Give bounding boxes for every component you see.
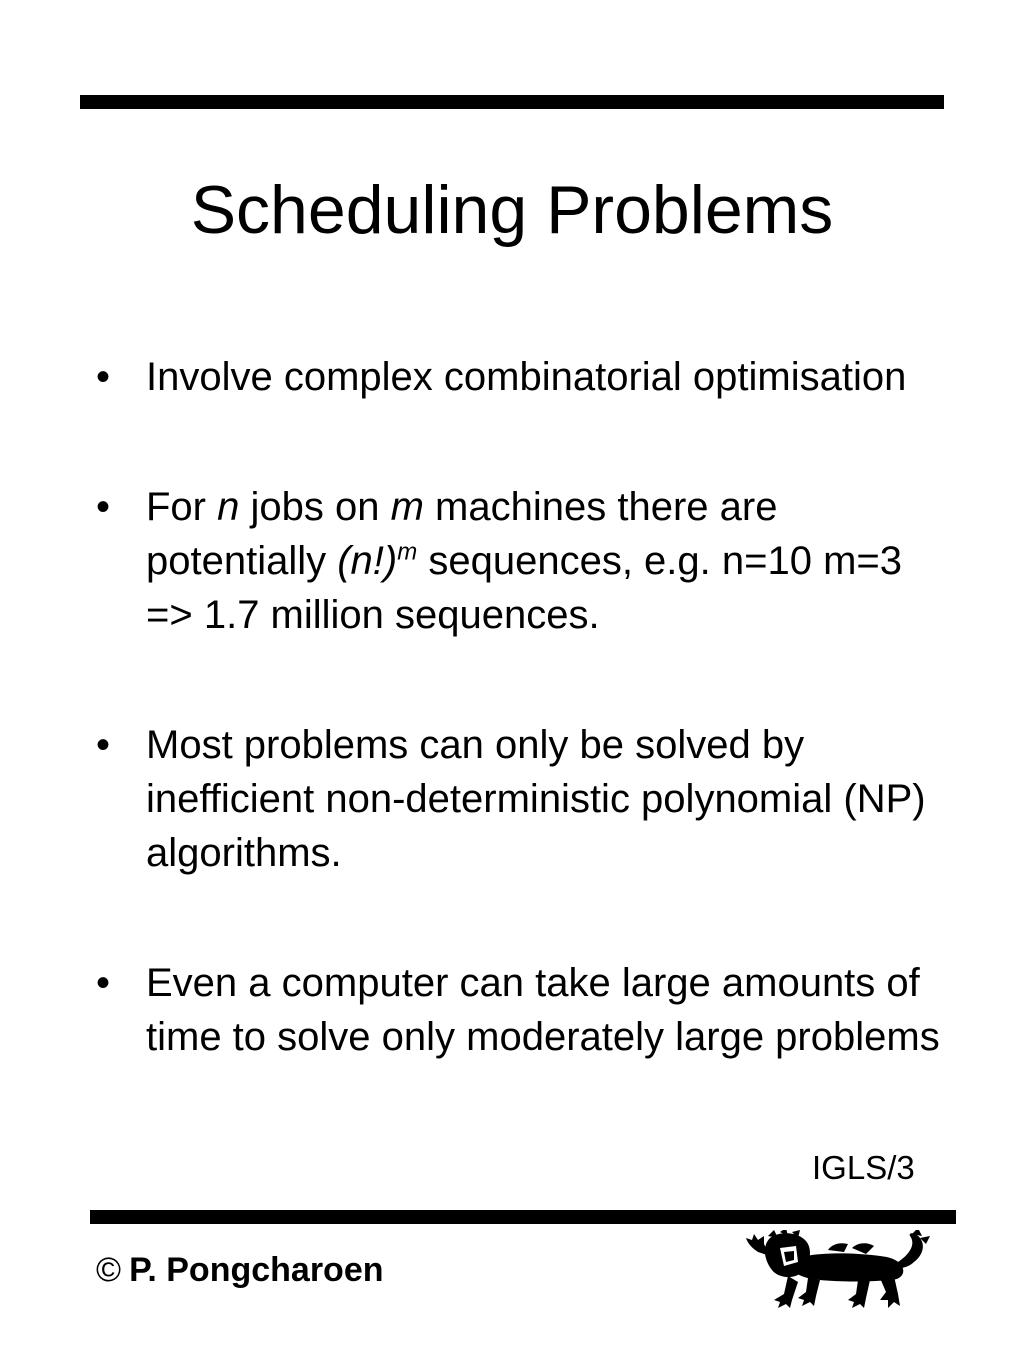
bullet-item-3 [96,718,956,880]
bullet-mark: • [96,723,111,767]
exponent-m: m [397,538,418,566]
bullet-mark: • [96,355,111,399]
bullet-item-1 [96,350,956,404]
heraldic-lion-icon [740,1230,936,1310]
bullet-item-4 [96,956,956,1064]
top-rule [80,95,944,109]
bottom-rule [90,1210,956,1224]
bullet-text [146,485,902,637]
bullet-mark: • [96,961,111,1005]
text-run: sequences, e.g. n=10 m=3 => 1.7 million sequences. [146,539,903,637]
bullet-text: Even a computer can take large amounts of time to solve only moderately large problems [146,961,940,1059]
bullet-mark: • [96,485,111,529]
variable-n: n [217,485,240,529]
bullet-text: Involve complex combinatorial optimisation [146,355,907,399]
text-run: For [146,485,218,529]
bullet-item-2 [96,480,956,642]
author-name: P. Pongcharoen [129,1251,384,1289]
text-run: machines there are potentially [146,485,778,583]
footer-author [96,1250,384,1290]
n-factorial: (n!) [337,539,398,583]
variable-m: m [390,485,424,529]
slide-title: Scheduling Problems [190,172,834,248]
slide-reference: IGLS/3 [812,1149,915,1186]
copyright-symbol: © [96,1251,122,1289]
bullet-text: Most problems can only be solved by inefficient non-deterministic polynomial (NP) algorithms. [146,723,926,875]
text-run: jobs on [239,485,391,529]
bullet-list [96,350,956,1140]
